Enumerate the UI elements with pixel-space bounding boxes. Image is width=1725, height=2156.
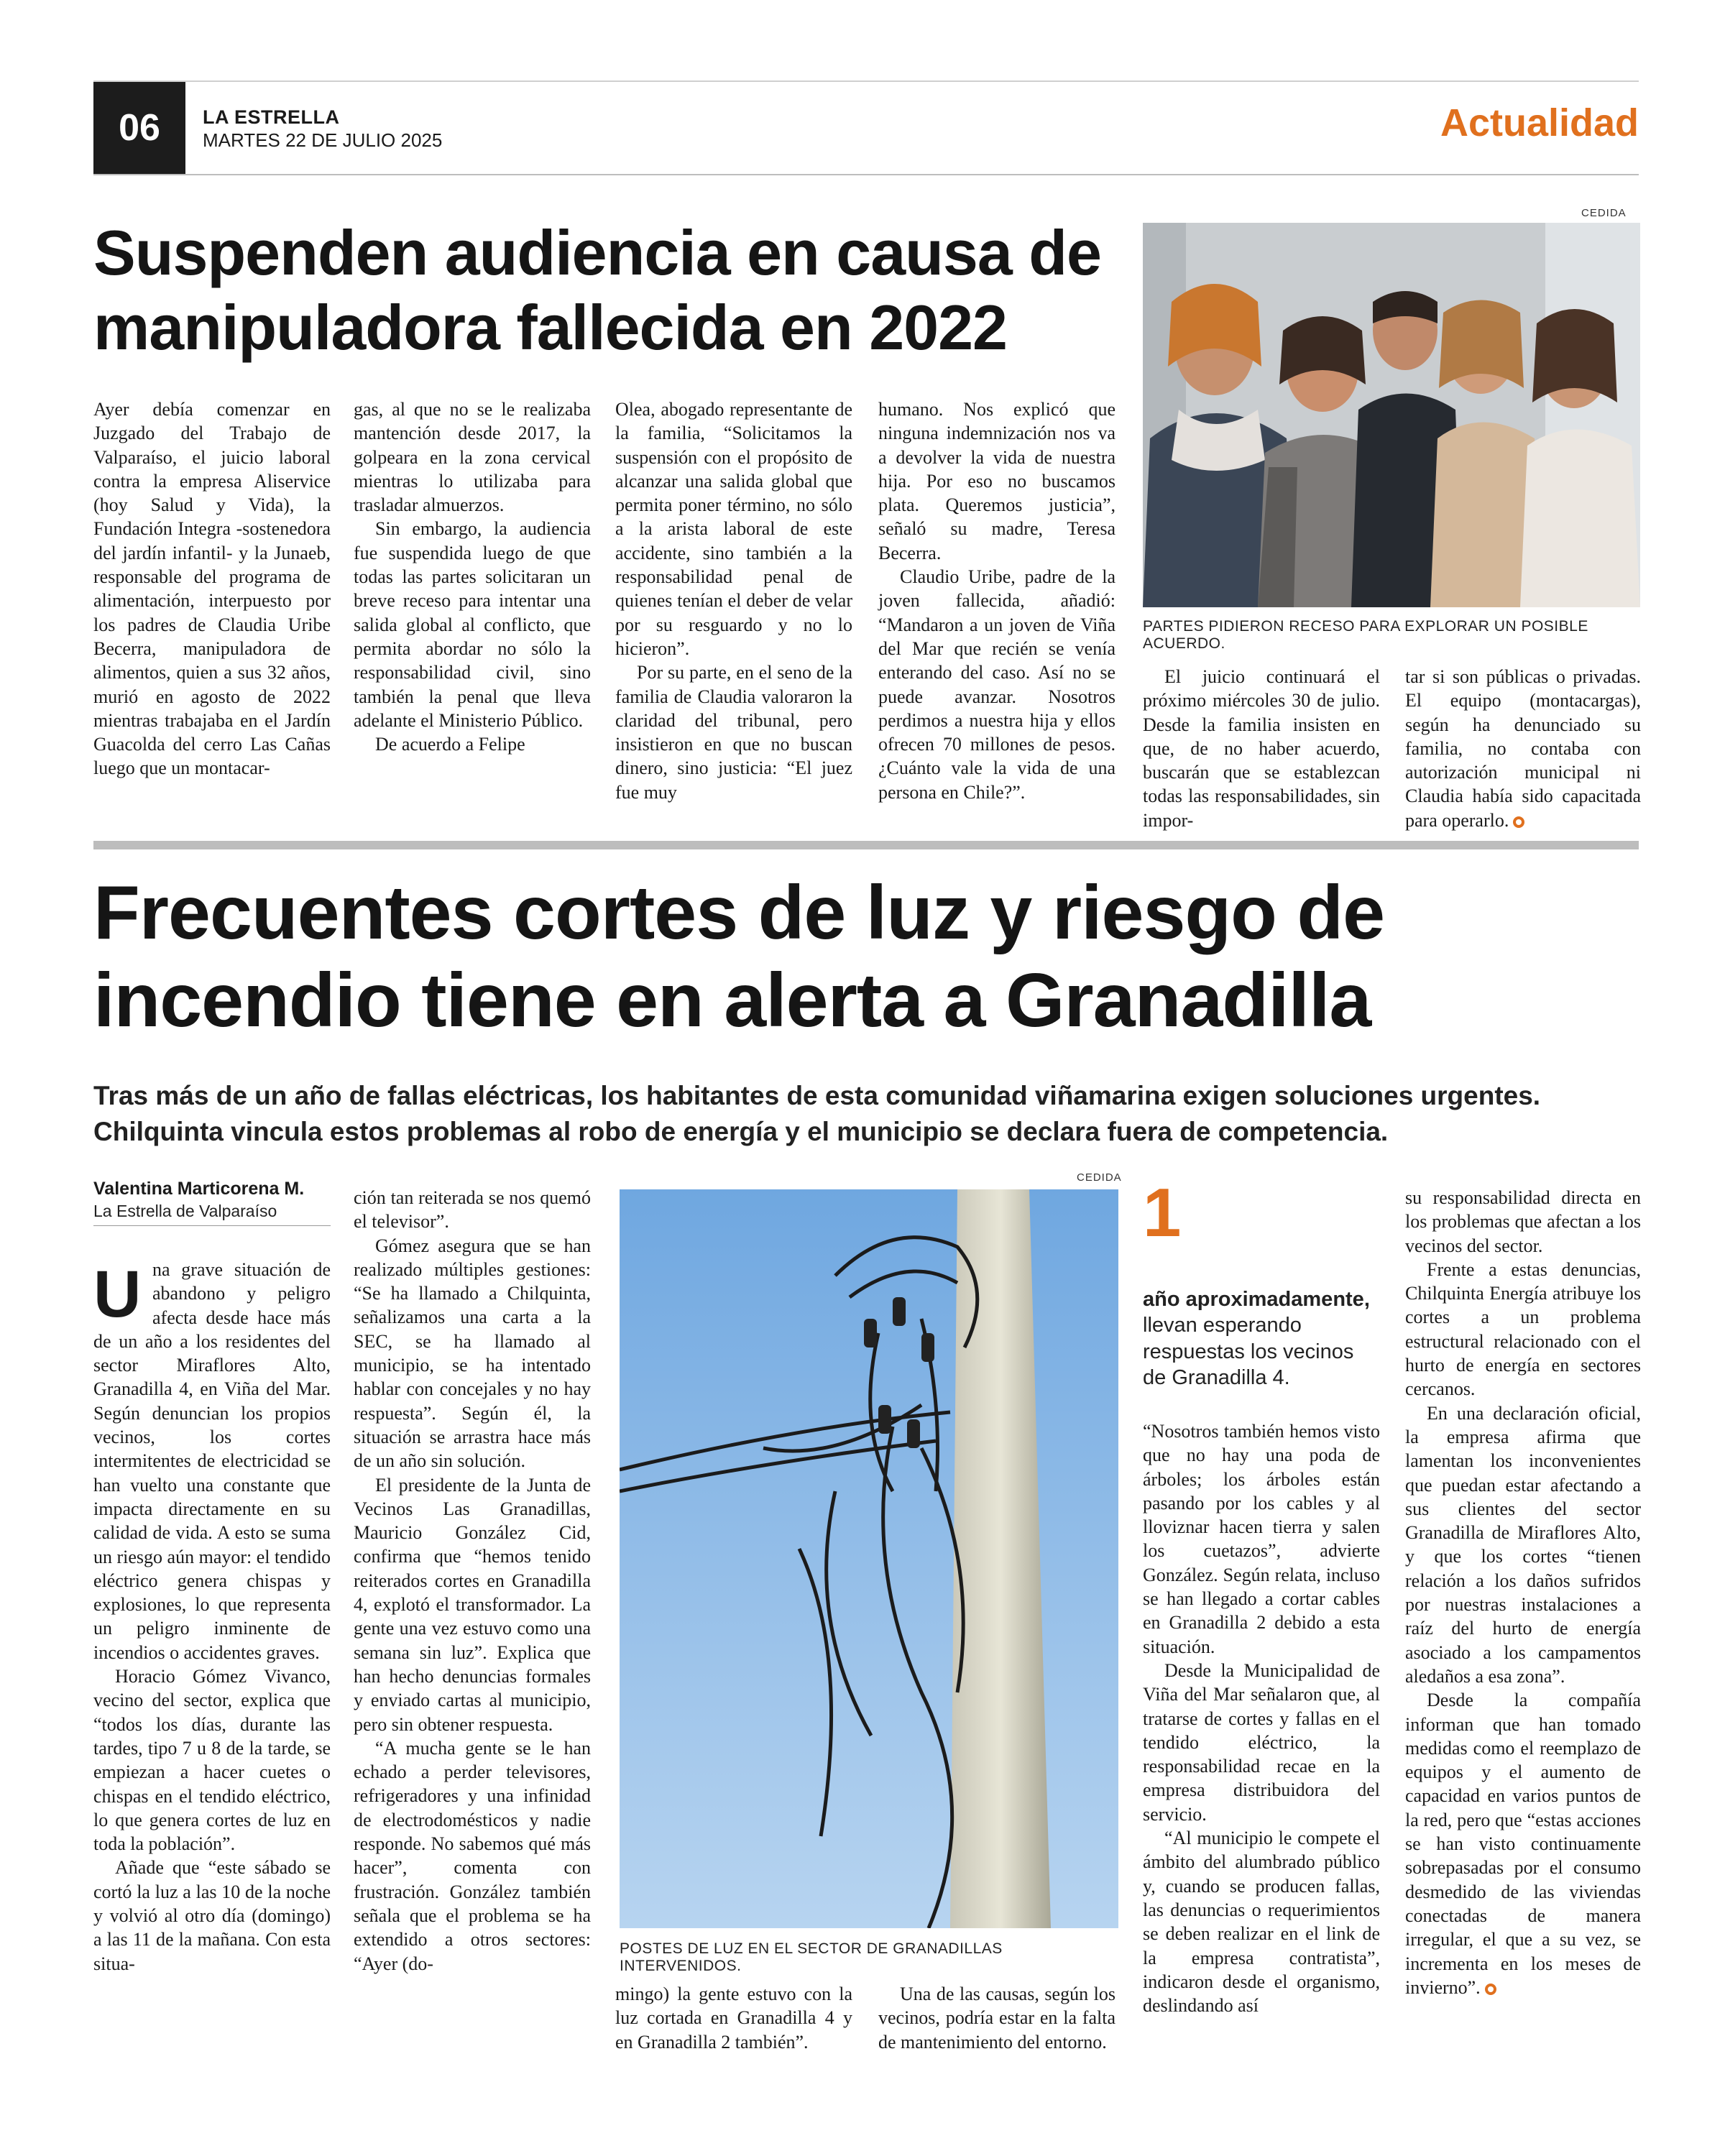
fact-box-text <box>1143 1286 1380 1391</box>
article2-photo-caption: POSTES DE LUZ EN EL SECTOR DE GRANADILLAS INTERVENIDOS. <box>620 1940 1003 1974</box>
article1-column-1 <box>93 397 331 780</box>
paragraph: En una declaración oficial, la empresa afirma que lamentan los inconvenientes que puedan estar afectando a sus clientes del sector Granadilla de Miraflores Alto, y que los cortes “tienen relación a los daños sufridos por nuestras instalaciones a raíz del hurto de energía asociado a los campamentos aledaños a esa zona”. <box>1405 1402 1641 1687</box>
paragraph: Una de las causas, según los vecinos, podría estar en la falta de mantenimiento del entorno. <box>878 1984 1116 2053</box>
paragraph: Frente a estas denuncias, Chilquinta Energía atribuye los cortes a un problema estructural relacionado con el hurto de energía en sectores cercanos. <box>1405 1258 1641 1400</box>
group-photo-illustration <box>1143 223 1640 607</box>
article2-column-3 <box>615 1982 852 2054</box>
dropcap-letter: U <box>93 1258 142 1331</box>
paragraph: ción tan reiterada se nos quemó el televisor”. <box>354 1187 591 1233</box>
paragraph-text: tar si son públicas o privadas. El equipo (montacargas), según ha denunciado su familia, no contaba con autorización municipal ni Claudia había sido capacitada para operarlo. <box>1405 666 1641 831</box>
publication-name: LA ESTRELLA <box>203 106 340 128</box>
fact-box-rest: llevan esperando respuestas los vecinos de Granadilla 4. <box>1143 1314 1354 1389</box>
publication-date: MARTES 22 DE JULIO 2025 <box>203 129 443 151</box>
paragraph: “A mucha gente se le han echado a perder televisores, refrigeradores y una infinidad de electrodomésticos y nadie responde. No sabemos qué más hacer”, comenta con frustración. González también señala que el problema se ha extendido a otros sectores: “Ayer (do- <box>354 1737 591 1974</box>
article1-column-3 <box>615 397 852 804</box>
byline-author: Valentina Marticorena M. <box>93 1179 305 1199</box>
article-divider <box>93 841 1639 849</box>
article2-column-5 <box>1143 1419 1380 2017</box>
paragraph: El juicio continuará el próximo miércoles 30 de julio. Desde la familia insisten en que, de no haber acuerdo, buscarán que se establezcan todas las responsabilidades, sin impor- <box>1143 666 1380 831</box>
article1-column-5 <box>1143 665 1380 832</box>
page-number: 06 <box>93 82 185 174</box>
paragraph: mingo) la gente estuvo con la luz cortada en Granadilla 4 y en Granadilla 2 también”. <box>615 1984 852 2053</box>
fact-box-number: 1 <box>1143 1174 1182 1251</box>
paragraph: humano. Nos explicó que ninguna indemnización nos va a devolver la vida de nuestra hija. Por eso no buscamos plata. Queremos justicia”, señaló su madre, Teresa Becerra. <box>878 399 1116 563</box>
article1-photo-caption: PARTES PIDIERON RECESO PARA EXPLORAR UN POSIBLE ACUERDO. <box>1143 618 1588 652</box>
article2-column-4 <box>878 1982 1116 2054</box>
article2-column-1 <box>93 1258 331 1976</box>
photo-credit: CEDIDA <box>1581 207 1627 219</box>
photo-credit: CEDIDA <box>1077 1171 1122 1184</box>
article1-column-4 <box>878 397 1116 804</box>
article2-headline: Frecuentes cortes de luz y riesgo de incendio tiene en alerta a Granadilla <box>93 870 1385 1043</box>
paragraph: Claudio Uribe, padre de la joven fallecida, añadió: “Mandaron a un joven de Viña del Mar que recién se venía enterando del caso. Así no se puede avanzar. Nosotros perdimos a nuestra hija y ellos ofrecen 70 millones de pesos. ¿Cuánto vale la vida de una persona en Chile?”. <box>878 566 1116 803</box>
article1-column-6 <box>1405 665 1641 832</box>
article1-headline: Suspenden audiencia en causa de manipuladora fallecida en 2022 <box>93 217 1101 363</box>
paragraph: De acuerdo a Felipe <box>375 734 525 755</box>
paragraph: Por su parte, en el seno de la familia de Claudia valoraron la claridad del tribunal, pero insistieron en que no buscan dinero, sino justicia: “El juez fue muy <box>615 662 852 803</box>
paragraph: “Nosotros también hemos visto que no hay una poda de árboles; los árboles están pasando por los cables y al lloviznar hacen tierra y salen los cuetazos”, advierte González. Según relata, incluso se han llegado a cortar cables en Granadilla 2 debido a esta situación. <box>1143 1421 1380 1657</box>
paragraph: Gómez asegura que se han realizado múltiples gestiones: “Se ha llamado a Chilquinta, señalizamos una carta a la SEC, se ha llamado al municipio, se ha intentado hablar con concejales y no hay respuesta”. Según él, la situación se arrastra hace más de un año sin solución. <box>354 1235 591 1472</box>
paragraph: Horacio Gómez Vivanco, vecino del sector, explica que “todos los días, durante las tardes, tipo 7 u 8 de la tarde, se empiezan a hacer cuetes o chispas en el tendido eléctrico, lo que genera cortes de luz en toda la población”. <box>93 1666 331 1855</box>
header-rule-top <box>93 80 1639 82</box>
article1-photo <box>1143 223 1640 607</box>
article2-column-2 <box>354 1186 591 1976</box>
paragraph: Ayer debía comenzar en Juzgado del Trabajo de Valparaíso, el juicio laboral contra la empresa Aliservice (hoy Salud y Vida), la Fundación Integra -sostenedora del jardín infantil- y la Junaeb, responsable del programa de alimentación, interpuesto por los padres de Claudia Uribe Becerra, manipuladora de alimentos, quien a sus 32 años, murió en agosto de 2022 mientras trabajaba en el Jardín Guacolda del cerro Las Cañas luego que un montacar- <box>93 399 331 779</box>
fact-box-bold: año aproximadamente, <box>1143 1288 1370 1311</box>
paragraph: Olea, abogado representante de la familia, “Solicitamos la suspensión con el propósito de alcanzar una salida global que permita poner término, no sólo a la arista laboral de este accidente, sino también a la responsabilidad penal de quienes tenían el deber de velar por su resguardo y no lo hicieron”. <box>615 399 852 659</box>
section-label: Actualidad <box>1440 101 1639 144</box>
article2-photo <box>620 1189 1118 1928</box>
article1-column-2 <box>354 397 591 756</box>
paragraph: gas, al que no se le realizaba mantención desde 2017, la golpeara en la zona cervical mientras lo utilizaba para trasladar almuerzos. <box>354 399 591 516</box>
article2-deck: Tras más de un año de fallas eléctricas, los habitantes de esta comunidad viñamarina exigen soluciones urgentes. Chilquinta vincula estos problemas al robo de energía y el municipio se declara fuera de competencia. <box>93 1081 1541 1146</box>
paragraph-text: Desde la compañía informan que han tomado medidas como el reemplazo de equipos y el aumento de capacidad en varios puntos de la red, pero que “estas acciones se han visto continuamente sobrepasadas por el consumo desmedido de las viviendas conectadas de manera irregular, el que a su vez, se incrementa en los meses de invierno”. <box>1405 1690 1641 1998</box>
paragraph <box>1405 665 1641 832</box>
paragraph: Sin embargo, la audiencia fue suspendida luego de que todas las partes solicitaran un breve receso para intentar una salida global al conflicto, que permita abordar no sólo la responsabilidad civil, sino también la penal que lleva adelante el Ministerio Público. <box>354 518 591 731</box>
byline-rule <box>93 1225 331 1226</box>
paragraph <box>1405 1688 1641 1999</box>
article2-column-6 <box>1405 1186 1641 1999</box>
power-pole-illustration <box>620 1189 1118 1928</box>
paragraph: su responsabilidad directa en los problemas que afectan a los vecinos del sector. <box>1405 1187 1641 1256</box>
paragraph: Añade que “este sábado se cortó la luz a las 10 de la noche y volvió al otro día (domingo) a las 11 de la mañana. Con esta situa- <box>93 1857 331 1974</box>
end-of-article-icon <box>1485 1984 1496 1995</box>
header-rule-bottom <box>93 174 1639 175</box>
paragraph: “Al municipio le compete el ámbito del alumbrado público y, cuando se producen fallas, las denuncias o requerimientos se deben realizar en el link de la empresa contratista”, indicaron desde el organismo, deslindando así <box>1143 1828 1380 2017</box>
byline-organization: La Estrella de Valparaíso <box>93 1202 277 1220</box>
lead-text: na grave situación de abandono y peligro afecta desde hace más de un año a los residentes del sector Miraflores Alto, Granadilla 4, en Viña del Mar. Según denuncian los propios vecinos, los cortes intermitentes de electricidad se han vuelto una constante que impacta directamente en su calidad de vida. A esto se suma un riesgo aún mayor: el tendido eléctrico genera chispas y explosiones, lo que representa un peligro inminente de incendios o accidentes graves. <box>93 1259 331 1663</box>
paragraph: El presidente de la Junta de Vecinos Las Granadillas, Mauricio González Cid, confirma que “hemos tenido reiterados cortes en Granadilla 4, explotó el transformador. La gente una vez estuvo como una semana sin luz”. Explica que han hecho denuncias formales y enviado cartas al municipio, pero sin obtener respuesta. <box>354 1474 591 1735</box>
paragraph: Desde la Municipalidad de Viña del Mar señalaron que, al tratarse de cortes y fallas en el tendido eléctrico, la responsabilidad recae en la empresa distribuidora del servicio. <box>1143 1659 1380 1825</box>
end-of-article-icon <box>1513 816 1524 828</box>
